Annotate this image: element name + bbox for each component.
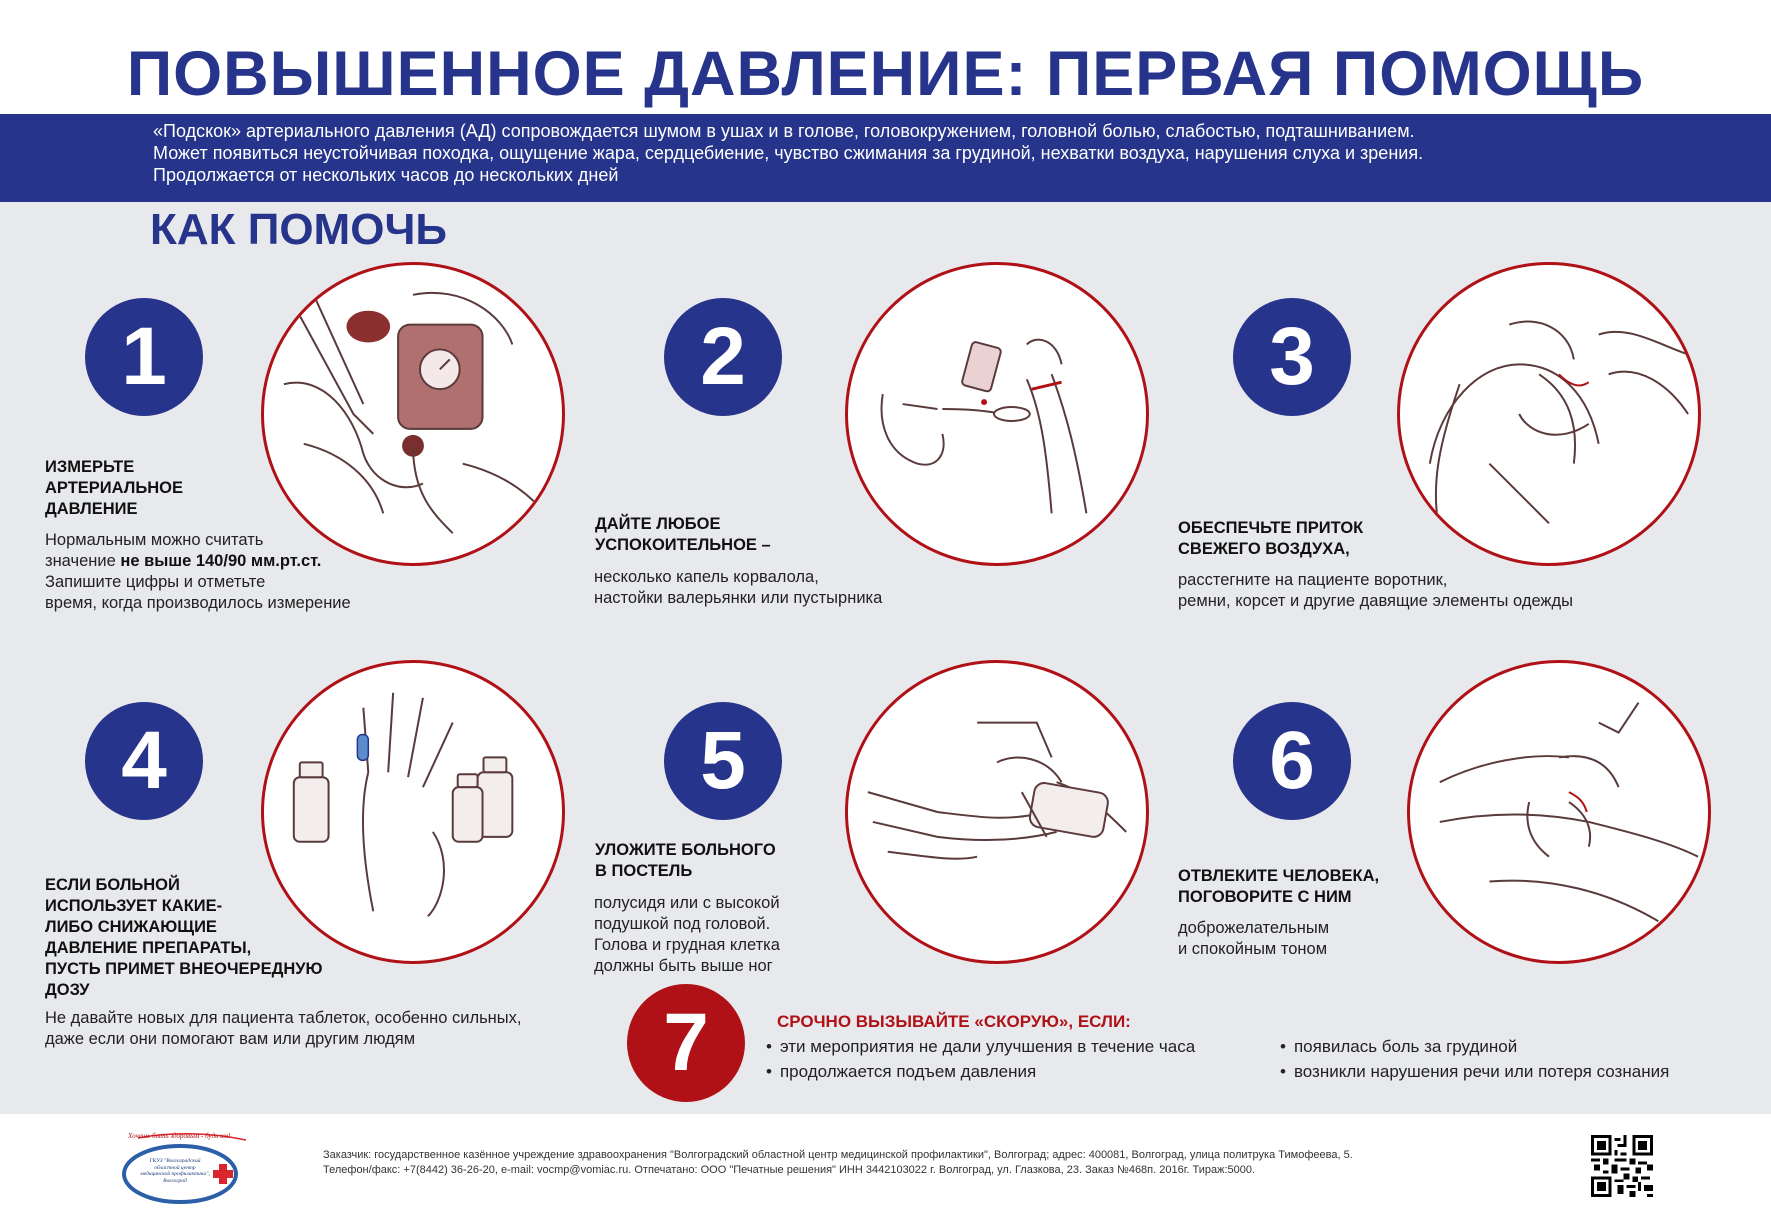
list-item: • возникли нарушения речи или потеря сознания: [1280, 1059, 1669, 1084]
heading-line: АРТЕРИАЛЬНОЕ: [45, 479, 183, 497]
step-4-text: [45, 1008, 521, 1050]
list-item: • эти мероприятия не дали улучшения в течение часа: [766, 1034, 1195, 1059]
step-number-3: 3: [1233, 298, 1351, 416]
body-line: время, когда производилось измерение: [45, 594, 351, 612]
heading-line: СВЕЖЕГО ВОЗДУХА,: [1178, 540, 1350, 558]
page-title: ПОВЫШЕННОЕ ДАВЛЕНИЕ: ПЕРВАЯ ПОМОЩЬ: [126, 39, 1645, 109]
list-item: • появилась боль за грудиной: [1280, 1034, 1669, 1059]
step-3-text: [1178, 570, 1573, 612]
body-line: Голова и грудная клетка: [594, 936, 780, 954]
heading-line: ДАЙТЕ ЛЮБОЕ: [595, 515, 721, 533]
step-number-2: 2: [664, 298, 782, 416]
heading-line: ДАВЛЕНИЕ: [45, 500, 138, 518]
step-number-4: 4: [85, 702, 203, 820]
sedative-drops-illustration: [845, 262, 1149, 566]
bed-rest-illustration: [845, 660, 1149, 964]
heading-line: ИЗМЕРЬТЕ: [45, 458, 135, 476]
heading-line: ОТВЛЕКИТЕ ЧЕЛОВЕКА,: [1178, 867, 1380, 885]
body-line: полусидя или с высокой: [594, 894, 780, 912]
publisher-info: [323, 1148, 1353, 1178]
intro-line: Продолжается от нескольких часов до нескольких дней: [153, 165, 619, 185]
heading-line: В ПОСТЕЛЬ: [595, 862, 693, 880]
step-2-heading: [595, 514, 771, 556]
heading-line: УСПОКОИТЕЛЬНОЕ –: [595, 536, 771, 554]
heading-line: ДОЗУ: [45, 981, 90, 999]
body-line: Не давайте новых для пациента таблеток, особенно сильных,: [45, 1009, 522, 1027]
intro-band: [0, 114, 1771, 202]
heading-line: ПУСТЬ ПРИМЕТ ВНЕОЧЕРЕДНУЮ: [45, 960, 323, 978]
qr-code-icon: [1591, 1135, 1653, 1197]
step-4-heading: [45, 875, 323, 1001]
organization-logo: [118, 1128, 260, 1206]
fresh-air-illustration: [1397, 262, 1701, 566]
ambulance-conditions-col-2: [1280, 1034, 1669, 1084]
heading-line: УЛОЖИТЕ БОЛЬНОГО: [595, 841, 776, 859]
heading-line: ОБЕСПЕЧЬТЕ ПРИТОК: [1178, 519, 1364, 537]
step-2-text: [594, 567, 882, 609]
body-line: Запишите цифры и отметьте: [45, 573, 266, 591]
body-line: и спокойным тоном: [1178, 940, 1328, 958]
step-1-text: [45, 530, 351, 614]
step-3-heading: [1178, 518, 1363, 560]
step-5-heading: [595, 840, 776, 882]
step-6-heading: [1178, 866, 1379, 908]
body-line: [45, 551, 351, 572]
calm-talk-illustration: [1407, 660, 1711, 964]
footer-line: Телефон/факс: +7(8442) 36-26-20, e-mail: vocmp@vomiac.ru. Отпечатано: ООО "Печатные решения" ИНН 3442103022 г. Волгоград, ул. Глазкова, 23. Заказ №468п. 2016г. Тираж:5000.: [323, 1164, 1256, 1176]
step-1-heading: [45, 457, 183, 520]
call-ambulance-heading: СРОЧНО ВЫЗЫВАЙТЕ «СКОРУЮ», ЕСЛИ:: [777, 1012, 1131, 1031]
heading-line: ИСПОЛЬЗУЕТ КАКИЕ-: [45, 897, 223, 915]
heading-line: ЕСЛИ БОЛЬНОЙ: [45, 876, 180, 894]
step-6-text: [1178, 918, 1329, 960]
body-line: доброжелательным: [1178, 919, 1330, 937]
body-line: расстегните на пациенте воротник,: [1178, 571, 1448, 589]
pressure-norm: не выше 140/90 мм.рт.ст.: [120, 552, 322, 570]
blood-pressure-illustration: [261, 262, 565, 566]
body-line: даже если они помогают вам или другим людям: [45, 1030, 416, 1048]
intro-line: Может появиться неустойчивая походка, ощущение жара, сердцебиение, чувство сжимания за грудиной, нехватки воздуха, нарушения слуха и зрения.: [153, 143, 1424, 163]
step-number-5: 5: [664, 702, 782, 820]
footer-line: Заказчик: государственное казённое учреждение здравоохранения "Волгоградский областной центр медицинской профилактики", Волгоград; адрес: 400081, Волгоград, улица политрука Тимофеева, 5.: [323, 1149, 1353, 1161]
body-line: настойки валерьянки или пустырника: [594, 589, 883, 607]
body-text: значение: [45, 552, 121, 570]
logo-org-name: ГКУЗ "Волгоградский областной центр медицинской профилактики", Волгоград: [140, 1158, 210, 1184]
body-line: ремни, корсет и другие давящие элементы одежды: [1178, 592, 1573, 610]
body-line: подушкой под головой.: [594, 915, 771, 933]
heading-line: ДАВЛЕНИЕ ПРЕПАРАТЫ,: [45, 939, 252, 957]
intro-line: «Подскок» артериального давления (АД) сопровождается шумом в ушах и в голове, головокружением, головной болью, слабостью, подташниванием.: [153, 121, 1415, 141]
step-5-text: [594, 893, 780, 977]
body-line: должны быть выше ног: [594, 957, 773, 975]
step-number-7: 7: [627, 984, 745, 1102]
ambulance-conditions-col-1: [766, 1034, 1195, 1084]
section-title: КАК ПОМОЧЬ: [150, 205, 447, 254]
heading-line: ЛИБО СНИЖАЮЩИЕ: [45, 918, 217, 936]
body-line: Нормальным можно считать: [45, 531, 264, 549]
step-number-1: 1: [85, 298, 203, 416]
body-line: несколько капель корвалола,: [594, 568, 819, 586]
logo-slogan: Хочешь быть здоровым - будь им!: [128, 1132, 231, 1140]
step-number-6: 6: [1233, 702, 1351, 820]
heading-line: ПОГОВОРИТЕ С НИМ: [1178, 888, 1352, 906]
list-item: • продолжается подъем давления: [766, 1059, 1195, 1084]
